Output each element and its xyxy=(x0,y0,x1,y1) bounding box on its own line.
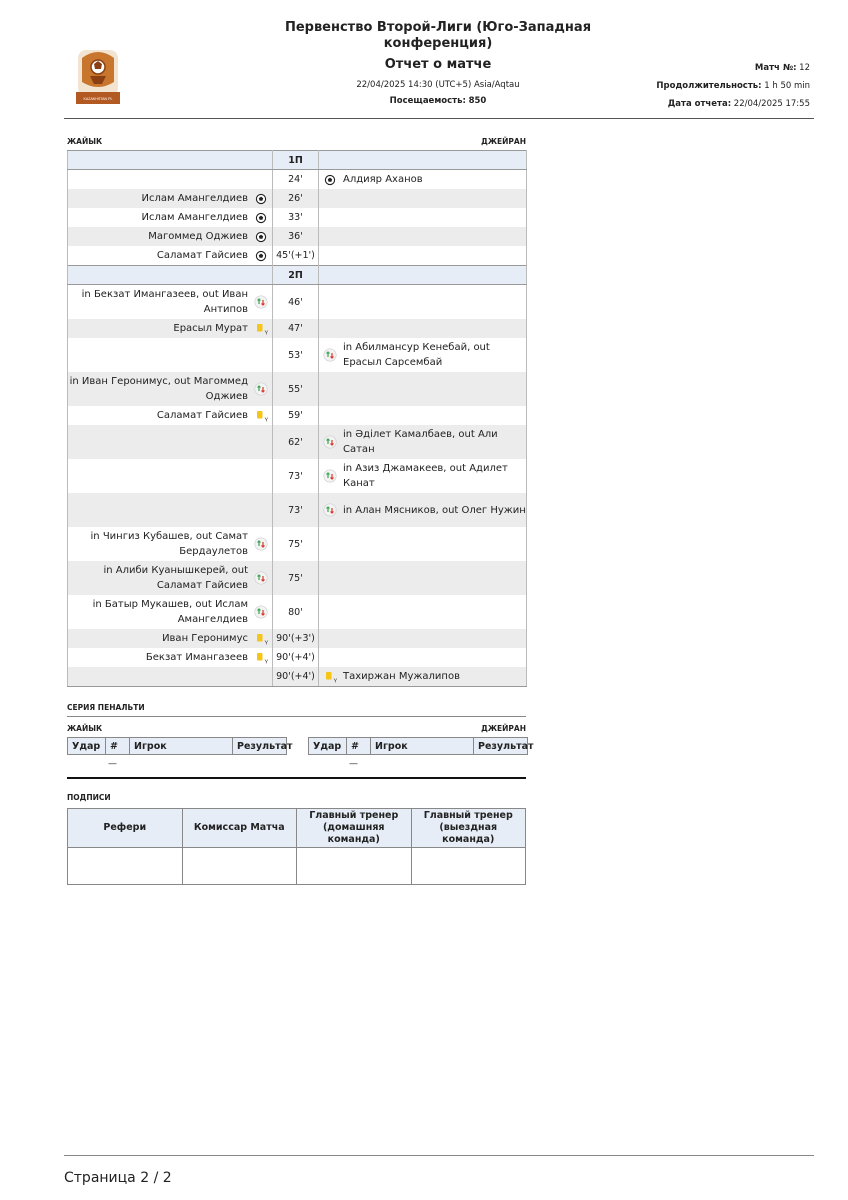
report-title: Первенство Второй-Лиги (Юго-Западная конференция) xyxy=(284,20,592,51)
event-row xyxy=(68,208,527,227)
substitution-icon xyxy=(323,469,337,483)
sign-home-coach-field[interactable] xyxy=(297,848,412,885)
home-event-text: Ислам Амангелдиев xyxy=(141,193,248,204)
report-subtitle: Отчет о матче xyxy=(384,57,492,72)
away-event-cell xyxy=(319,227,527,246)
event-row xyxy=(68,667,527,687)
away-event-cell xyxy=(319,319,527,338)
home-event-text: Ерасыл Мурат xyxy=(173,323,248,334)
home-event-cell xyxy=(68,629,273,648)
home-event-cell xyxy=(68,493,273,527)
home-event-cell xyxy=(68,246,273,266)
event-minute: 90'(+3') xyxy=(273,629,319,648)
home-event-cell xyxy=(68,406,273,425)
home-event-text: in Алиби Куанышкерей, out Саламат Гайсиев xyxy=(103,565,248,591)
goal-ball-icon xyxy=(254,192,268,206)
col-number: # xyxy=(347,738,371,755)
signatures-table xyxy=(67,808,526,885)
away-event-text: Алдияр Аханов xyxy=(343,174,423,185)
event-row xyxy=(68,425,527,459)
event-row xyxy=(68,561,527,595)
footer-divider xyxy=(64,1155,814,1156)
col-result: Результат xyxy=(474,738,528,755)
home-event-text: Саламат Гайсиев xyxy=(156,410,248,421)
event-minute: 47' xyxy=(273,319,319,338)
home-event-cell xyxy=(68,285,273,320)
home-event-cell xyxy=(68,208,273,227)
away-team-label: ДЖЕЙРАН xyxy=(481,137,526,146)
sign-referee-field[interactable] xyxy=(68,848,183,885)
home-event-text: Бекзат Имангазеев xyxy=(145,652,248,663)
event-minute: 75' xyxy=(273,561,319,595)
yellow-card-icon xyxy=(254,651,268,665)
event-minute: 33' xyxy=(273,208,319,227)
attendance: Посещаемость: 850 xyxy=(389,96,487,106)
away-event-cell xyxy=(319,246,527,266)
yellow-card-icon xyxy=(323,670,337,684)
home-event-text: in Бекзат Имангазеев, out Иван Антипов xyxy=(81,289,248,315)
home-event-text: Ислам Амангелдиев xyxy=(141,212,248,223)
away-event-cell xyxy=(319,667,527,687)
away-event-text: Тахиржан Мужалипов xyxy=(343,671,460,682)
goal-ball-icon xyxy=(254,211,268,225)
penalties-home-team: ЖАЙЫК xyxy=(67,724,103,733)
home-event-cell xyxy=(68,595,273,629)
away-event-cell xyxy=(319,459,527,493)
sign-away-coach-header: Главный тренер (выездная команда) xyxy=(411,809,526,848)
penalties-home-table xyxy=(67,737,293,755)
substitution-icon xyxy=(323,503,337,517)
signatures-title: ПОДПИСИ xyxy=(67,793,111,802)
event-minute: 90'(+4') xyxy=(273,667,319,687)
sign-home-coach-header: Главный тренер (домашняя команда) xyxy=(297,809,412,848)
yellow-card-icon xyxy=(254,322,268,336)
substitution-icon xyxy=(323,348,337,362)
event-minute: 55' xyxy=(273,372,319,406)
event-minute: 90'(+4') xyxy=(273,648,319,667)
col-player: Игрок xyxy=(371,738,474,755)
match-duration: Продолжительность: 1 h 50 min xyxy=(656,81,810,91)
away-event-cell xyxy=(319,406,527,425)
home-event-cell xyxy=(68,189,273,208)
goal-ball-icon xyxy=(323,173,337,187)
penalties-home-empty: — xyxy=(108,759,117,769)
sign-away-coach-field[interactable] xyxy=(411,848,526,885)
substitution-icon xyxy=(254,537,268,551)
home-event-cell xyxy=(68,561,273,595)
away-event-cell xyxy=(319,561,527,595)
page-number: Страница 2 / 2 xyxy=(64,1170,172,1186)
col-shot: Удар xyxy=(309,738,347,755)
event-minute: 80' xyxy=(273,595,319,629)
home-event-cell xyxy=(68,425,273,459)
event-minute: 36' xyxy=(273,227,319,246)
away-event-text: in Абилмансур Кенебай, out Ерасыл Сарсембай xyxy=(343,342,490,368)
match-datetime: 22/04/2025 14:30 (UTC+5) Asia/Aqtau xyxy=(356,80,520,90)
event-row xyxy=(68,648,527,667)
away-event-cell xyxy=(319,208,527,227)
match-events-table xyxy=(67,150,527,687)
event-row xyxy=(68,170,527,190)
sign-referee-header: Рефери xyxy=(68,809,183,848)
home-event-cell xyxy=(68,319,273,338)
event-row xyxy=(68,285,527,320)
svg-text:Y: Y xyxy=(264,330,269,336)
svg-text:Y: Y xyxy=(333,678,338,684)
penalties-bottom-rule xyxy=(67,777,526,779)
away-event-cell xyxy=(319,527,527,561)
event-minute: 46' xyxy=(273,285,319,320)
sign-commissioner-header: Комиссар Матча xyxy=(182,809,297,848)
event-minute: 24' xyxy=(273,170,319,190)
substitution-icon xyxy=(254,605,268,619)
half-header-row xyxy=(68,151,527,170)
away-event-text: in Алан Мясников, out Олег Нужин xyxy=(343,504,526,516)
home-event-cell xyxy=(68,667,273,687)
event-minute: 45'(+1') xyxy=(273,246,319,266)
away-event-cell xyxy=(319,372,527,406)
sign-commissioner-field[interactable] xyxy=(182,848,297,885)
col-result: Результат xyxy=(233,738,287,755)
home-team-label: ЖАЙЫК xyxy=(67,137,103,146)
event-row xyxy=(68,406,527,425)
match-number: Матч №: 12 xyxy=(754,63,810,73)
away-event-cell xyxy=(319,189,527,208)
event-row xyxy=(68,319,527,338)
home-event-cell xyxy=(68,527,273,561)
event-minute: 59' xyxy=(273,406,319,425)
penalties-away-table xyxy=(308,737,534,755)
col-player: Игрок xyxy=(130,738,233,755)
home-event-text: in Чингиз Кубашев, out Самат Бердаулетов xyxy=(90,531,248,557)
home-event-text: Иван Геронимус xyxy=(162,633,248,644)
svg-text:KAZAKHSTAN PL: KAZAKHSTAN PL xyxy=(83,97,113,101)
event-row xyxy=(68,246,527,266)
half-label: 2П xyxy=(273,266,319,285)
event-row xyxy=(68,527,527,561)
half-label: 1П xyxy=(273,151,319,170)
event-minute: 26' xyxy=(273,189,319,208)
event-row xyxy=(68,338,527,372)
away-event-cell xyxy=(319,338,527,372)
goal-ball-icon xyxy=(254,249,268,263)
home-event-text: Саламат Гайсиев xyxy=(156,250,248,261)
away-event-text: in Әділет Камалбаев, out Али Сатан xyxy=(343,429,498,455)
away-event-cell xyxy=(319,425,527,459)
penalties-away-empty: — xyxy=(349,759,358,769)
col-shot: Удар xyxy=(68,738,106,755)
header-divider xyxy=(64,118,814,119)
svg-text:Y: Y xyxy=(264,417,269,423)
away-event-cell xyxy=(319,629,527,648)
home-event-text: in Иван Геронимус, out Магоммед Оджиев xyxy=(69,376,248,402)
away-event-text: in Азиз Джамакеев, out Адилет Канат xyxy=(343,463,508,489)
event-minute: 73' xyxy=(273,493,319,527)
event-row xyxy=(68,493,527,527)
home-event-cell xyxy=(68,227,273,246)
away-event-cell xyxy=(319,595,527,629)
event-row xyxy=(68,227,527,246)
home-event-cell xyxy=(68,372,273,406)
league-logo xyxy=(74,48,122,106)
event-row xyxy=(68,459,527,493)
penalties-divider xyxy=(67,716,526,717)
substitution-icon xyxy=(323,435,337,449)
yellow-card-icon xyxy=(254,632,268,646)
substitution-icon xyxy=(254,295,268,309)
substitution-icon xyxy=(254,382,268,396)
away-event-cell xyxy=(319,285,527,320)
away-event-cell xyxy=(319,170,527,190)
event-minute: 53' xyxy=(273,338,319,372)
event-row xyxy=(68,595,527,629)
substitution-icon xyxy=(254,571,268,585)
penalties-away-team: ДЖЕЙРАН xyxy=(481,724,526,733)
event-row xyxy=(68,189,527,208)
home-event-cell xyxy=(68,459,273,493)
svg-text:Y: Y xyxy=(264,640,269,646)
home-event-cell xyxy=(68,338,273,372)
half-header-row xyxy=(68,266,527,285)
svg-text:Y: Y xyxy=(264,659,269,665)
home-event-text: Магоммед Оджиев xyxy=(148,231,248,242)
home-event-cell xyxy=(68,170,273,190)
event-minute: 75' xyxy=(273,527,319,561)
penalties-title: СЕРИЯ ПЕНАЛЬТИ xyxy=(67,703,145,712)
event-minute: 73' xyxy=(273,459,319,493)
home-event-text: in Батыр Мукашев, out Ислам Амангелдиев xyxy=(92,599,248,625)
home-event-cell xyxy=(68,648,273,667)
col-number: # xyxy=(106,738,130,755)
event-row xyxy=(68,372,527,406)
yellow-card-icon xyxy=(254,409,268,423)
event-minute: 62' xyxy=(273,425,319,459)
report-date: Дата отчета: 22/04/2025 17:55 xyxy=(667,99,810,109)
away-event-cell xyxy=(319,493,527,527)
away-event-cell xyxy=(319,648,527,667)
goal-ball-icon xyxy=(254,230,268,244)
event-row xyxy=(68,629,527,648)
